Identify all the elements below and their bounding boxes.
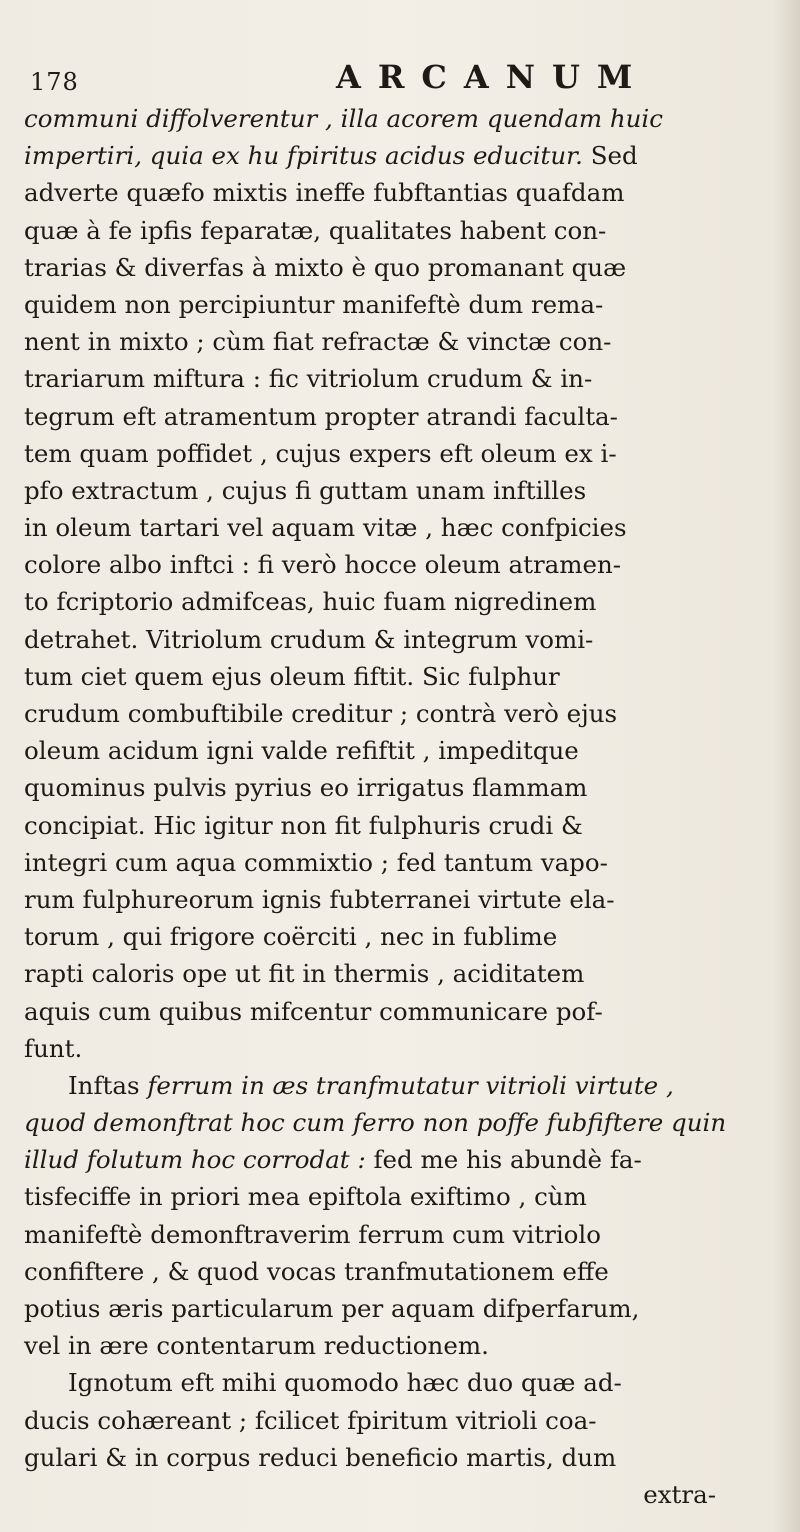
italic-text: impertiri, quia ex hu fpiritus acidus educitur. xyxy=(24,141,583,171)
text-line xyxy=(24,100,764,137)
text-line xyxy=(24,695,764,732)
roman-text: rum fulphureorum ignis fubterranei virtute ela- xyxy=(24,884,615,914)
roman-text: crudum combuftibile creditur ; contrà verò ejus xyxy=(24,699,618,728)
text-line xyxy=(24,509,764,546)
catchword: extra- xyxy=(643,1479,716,1509)
text-line xyxy=(24,398,764,435)
text-line xyxy=(24,1327,764,1364)
roman-text: Sed xyxy=(582,141,638,171)
roman-text: nent in mixto ; cùm fiat refractæ & vinctæ con- xyxy=(24,327,612,357)
roman-text: adverte quæfo mixtis ineffe fubftantias quafdam xyxy=(24,178,625,208)
roman-text: detrahet. Vitriolum crudum & integrum vomi- xyxy=(24,624,594,654)
roman-text: manifeftè demonftraverim ferrum cum vitriolo xyxy=(24,1219,602,1249)
text-line xyxy=(24,769,764,806)
roman-text: Ignotum eft mihi quomodo hæc duo quæ ad- xyxy=(68,1368,622,1398)
roman-text: Inftas xyxy=(68,1070,148,1100)
roman-text: rapti caloris ope ut fit in thermis , aciditatem xyxy=(24,959,585,989)
text-line xyxy=(24,1216,764,1253)
text-line xyxy=(24,583,764,620)
roman-text: tegrum eft atramentum propter atrandi faculta- xyxy=(24,401,618,431)
italic-text: ferrum in æs tranfmutatur vitrioli virtute , xyxy=(147,1070,674,1100)
roman-text: vel in ære contentarum reductionem. xyxy=(24,1331,489,1361)
page-number: 178 xyxy=(30,68,79,96)
text-line xyxy=(24,955,764,992)
text-line xyxy=(24,1364,764,1401)
text-line xyxy=(24,732,764,769)
text-line xyxy=(24,1402,764,1439)
text-line xyxy=(24,212,764,249)
italic-text: quod demonftrat hoc cum ferro non poffe fubfiftere quin xyxy=(24,1108,727,1138)
text-line xyxy=(24,918,764,955)
roman-text: gulari & in corpus reduci beneficio martis, dum xyxy=(24,1442,617,1472)
italic-text: communi diffolverentur , illa acorem quendam huic xyxy=(24,104,663,133)
text-line xyxy=(24,472,764,509)
text-line xyxy=(24,249,764,286)
text-line xyxy=(24,1141,764,1178)
text-line xyxy=(24,174,764,211)
roman-text: to fcriptorio admifceas, huic fuam nigredinem xyxy=(24,587,597,617)
page-edge-shadow xyxy=(774,0,800,1532)
text-line xyxy=(24,658,764,695)
roman-text: tum ciet quem ejus oleum fiftit. Sic fulphur xyxy=(24,661,560,691)
text-line xyxy=(24,1290,764,1327)
roman-text: quidem non percipiuntur manifeftè dum rema- xyxy=(24,289,604,319)
text-line xyxy=(24,546,764,583)
text-line xyxy=(24,360,764,397)
roman-text: in oleum tartari vel aquam vitæ , hæc confpicies xyxy=(24,513,627,543)
text-line xyxy=(24,1067,764,1104)
roman-text: quæ à fe ipfis feparatæ, qualitates habent con- xyxy=(24,215,607,245)
text-line xyxy=(24,137,764,174)
roman-text: aquis cum quibus mifcentur communicare pof- xyxy=(24,996,603,1026)
roman-text: potius æris particularum per aquam difperfarum, xyxy=(24,1294,640,1323)
roman-text: tisfeciffe in priori mea epiftola exiftimo , cùm xyxy=(24,1182,587,1212)
text-line xyxy=(24,286,764,323)
page-header xyxy=(30,58,770,98)
text-line xyxy=(24,881,764,918)
roman-text: funt. xyxy=(24,1033,83,1063)
roman-text: ducis cohæreant ; fcilicet fpiritum vitrioli coa- xyxy=(24,1405,597,1435)
roman-text: concipiat. Hic igitur non fit fulphuris crudi & xyxy=(24,810,583,840)
text-line xyxy=(24,993,764,1030)
body-text xyxy=(24,100,764,1513)
text-line xyxy=(24,1178,764,1215)
text-line xyxy=(24,807,764,844)
roman-text: confiftere , & quod vocas tranfmutationem effe xyxy=(24,1256,609,1286)
text-line xyxy=(24,1439,764,1476)
roman-text: torum , qui frigore coërciti , nec in fublime xyxy=(24,922,558,952)
text-line xyxy=(24,1030,764,1067)
italic-text: illud folutum hoc corrodat : xyxy=(24,1145,366,1175)
text-line xyxy=(24,621,764,658)
text-line xyxy=(24,435,764,472)
roman-text: colore albo inftci : fi verò hocce oleum atramen- xyxy=(24,550,622,580)
text-line xyxy=(24,1253,764,1290)
roman-text: pfo extractum , cujus fi guttam unam inftilles xyxy=(24,475,587,505)
text-line xyxy=(24,844,764,881)
roman-text: trarias & diverfas à mixto è quo promanant quæ xyxy=(24,252,627,282)
roman-text: trariarum miftura : fic vitriolum crudum & in- xyxy=(24,364,593,394)
text-line xyxy=(24,323,764,360)
roman-text: oleum acidum igni valde refiftit , impeditque xyxy=(24,736,579,766)
roman-text: quominus pulvis pyrius eo irrigatus flammam xyxy=(24,773,588,803)
roman-text: integri cum aqua commixtio ; fed tantum vapo- xyxy=(24,847,608,877)
text-line xyxy=(24,1104,764,1141)
roman-text: tem quam poffidet , cujus expers eft oleum ex i- xyxy=(24,438,617,468)
running-head: ARCANUM xyxy=(336,58,650,96)
roman-text: fed me his abundè fa- xyxy=(365,1145,642,1175)
